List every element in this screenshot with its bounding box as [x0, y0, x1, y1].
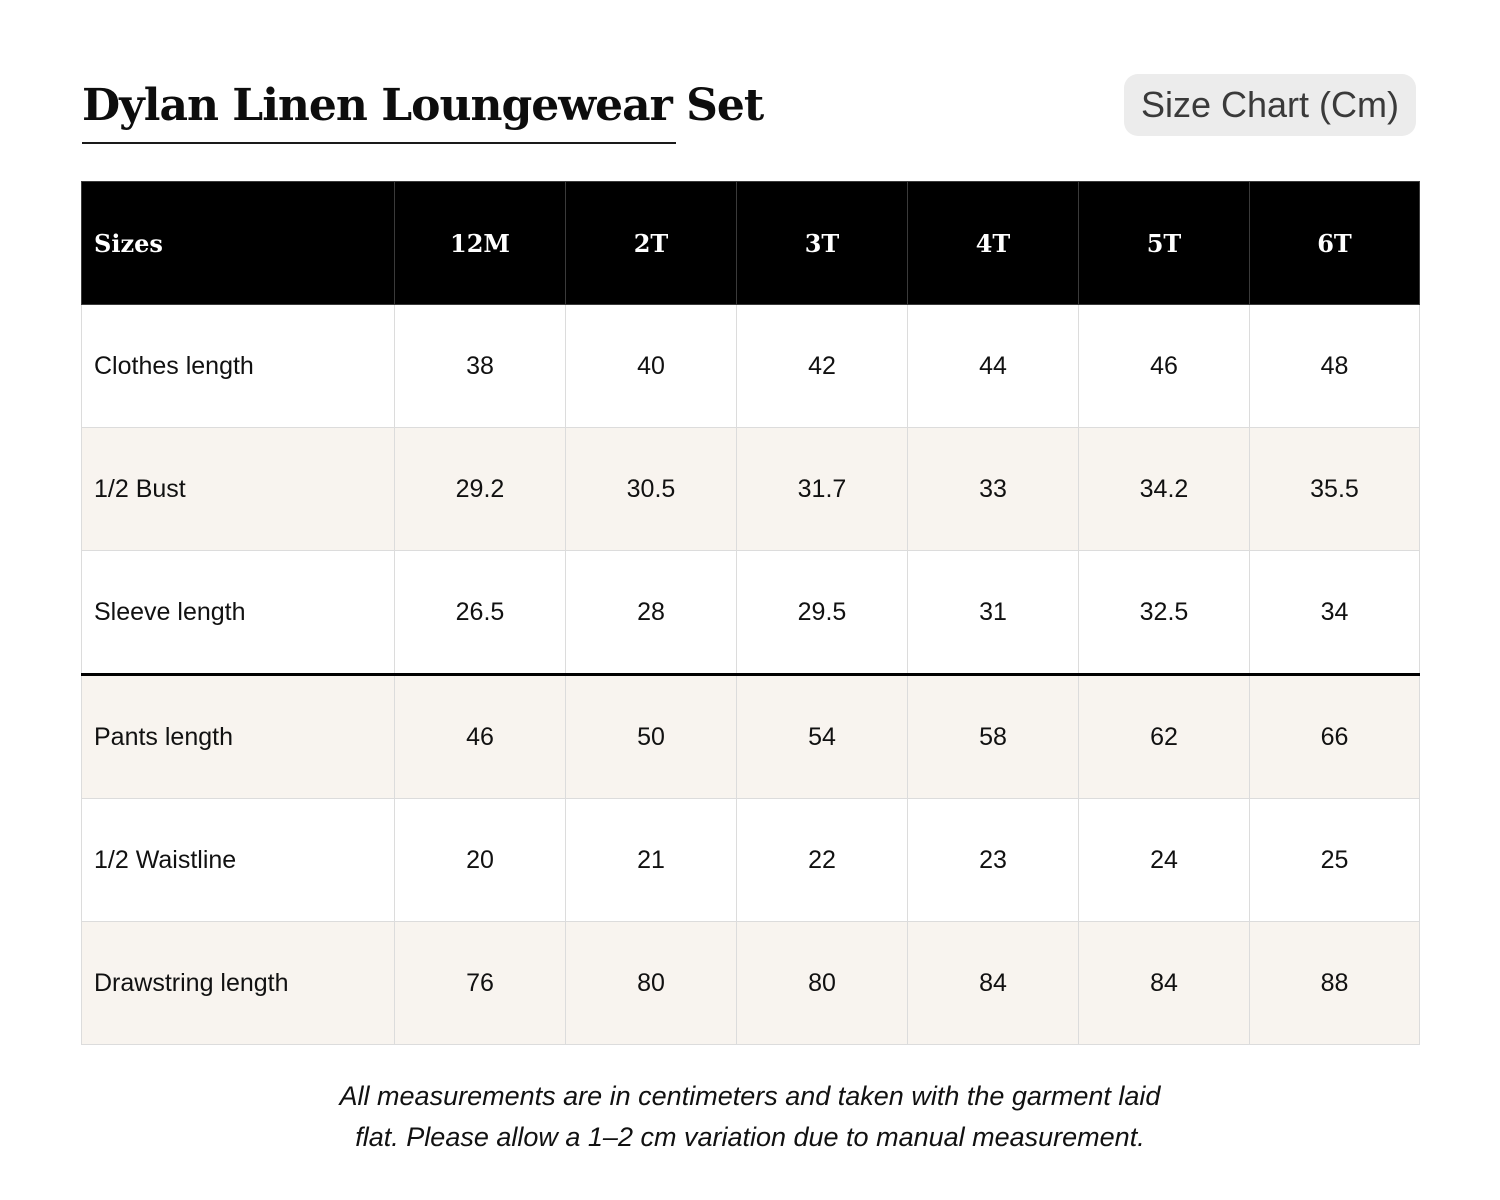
table-cell: 31: [908, 551, 1079, 675]
table-cell: 84: [1079, 922, 1250, 1045]
table-row: [82, 675, 1420, 799]
table-cell: 48: [1250, 305, 1420, 428]
size-chart-unit-badge: Size Chart (Cm): [1124, 74, 1416, 136]
header-cell-size: 12M: [395, 182, 566, 305]
table-cell: 28: [566, 551, 737, 675]
table-cell: 20: [395, 799, 566, 922]
row-label: 1/2 Waistline: [82, 799, 395, 922]
table-cell: 40: [566, 305, 737, 428]
header-cell-sizes: Sizes: [82, 182, 395, 305]
measurement-note: [250, 1076, 1250, 1158]
header-cell-size: 6T: [1250, 182, 1420, 305]
table-cell: 25: [1250, 799, 1420, 922]
table-cell: 38: [395, 305, 566, 428]
row-label: Drawstring length: [82, 922, 395, 1045]
table-cell: 30.5: [566, 428, 737, 551]
table-cell: 76: [395, 922, 566, 1045]
table-cell: 35.5: [1250, 428, 1420, 551]
table-row: [82, 922, 1420, 1045]
table-cell: 31.7: [737, 428, 908, 551]
table-cell: 21: [566, 799, 737, 922]
table-cell: 54: [737, 675, 908, 799]
table-row: [82, 551, 1420, 675]
table-cell: 29.2: [395, 428, 566, 551]
table-cell: 80: [737, 922, 908, 1045]
row-label: Clothes length: [82, 305, 395, 428]
table-header-row: [82, 182, 1420, 305]
table-cell: 29.5: [737, 551, 908, 675]
header-cell-size: 3T: [737, 182, 908, 305]
page-title: Dylan Linen Loungewear Set: [82, 78, 676, 144]
table-cell: 22: [737, 799, 908, 922]
header-cell-size: 5T: [1079, 182, 1250, 305]
table-row: [82, 428, 1420, 551]
table-cell: 80: [566, 922, 737, 1045]
table-cell: 50: [566, 675, 737, 799]
row-label: Pants length: [82, 675, 395, 799]
table-cell: 46: [1079, 305, 1250, 428]
table-cell: 26.5: [395, 551, 566, 675]
header-cell-size: 2T: [566, 182, 737, 305]
table-cell: 34.2: [1079, 428, 1250, 551]
table-cell: 32.5: [1079, 551, 1250, 675]
table-row: [82, 799, 1420, 922]
table-cell: 42: [737, 305, 908, 428]
table-cell: 24: [1079, 799, 1250, 922]
table-cell: 84: [908, 922, 1079, 1045]
row-label: Sleeve length: [82, 551, 395, 675]
table-cell: 88: [1250, 922, 1420, 1045]
row-label: 1/2 Bust: [82, 428, 395, 551]
header-cell-size: 4T: [908, 182, 1079, 305]
table-cell: 58: [908, 675, 1079, 799]
measurement-note-line: flat. Please allow a 1–2 cm variation due to manual measurement.: [355, 1122, 1145, 1152]
table-cell: 46: [395, 675, 566, 799]
table-cell: 62: [1079, 675, 1250, 799]
table-cell: 66: [1250, 675, 1420, 799]
table-cell: 34: [1250, 551, 1420, 675]
size-chart-table: [81, 181, 1420, 1045]
table-row: [82, 305, 1420, 428]
table-cell: 33: [908, 428, 1079, 551]
measurement-note-line: All measurements are in centimeters and taken with the garment laid: [339, 1081, 1161, 1111]
table-cell: 23: [908, 799, 1079, 922]
table-cell: 44: [908, 305, 1079, 428]
